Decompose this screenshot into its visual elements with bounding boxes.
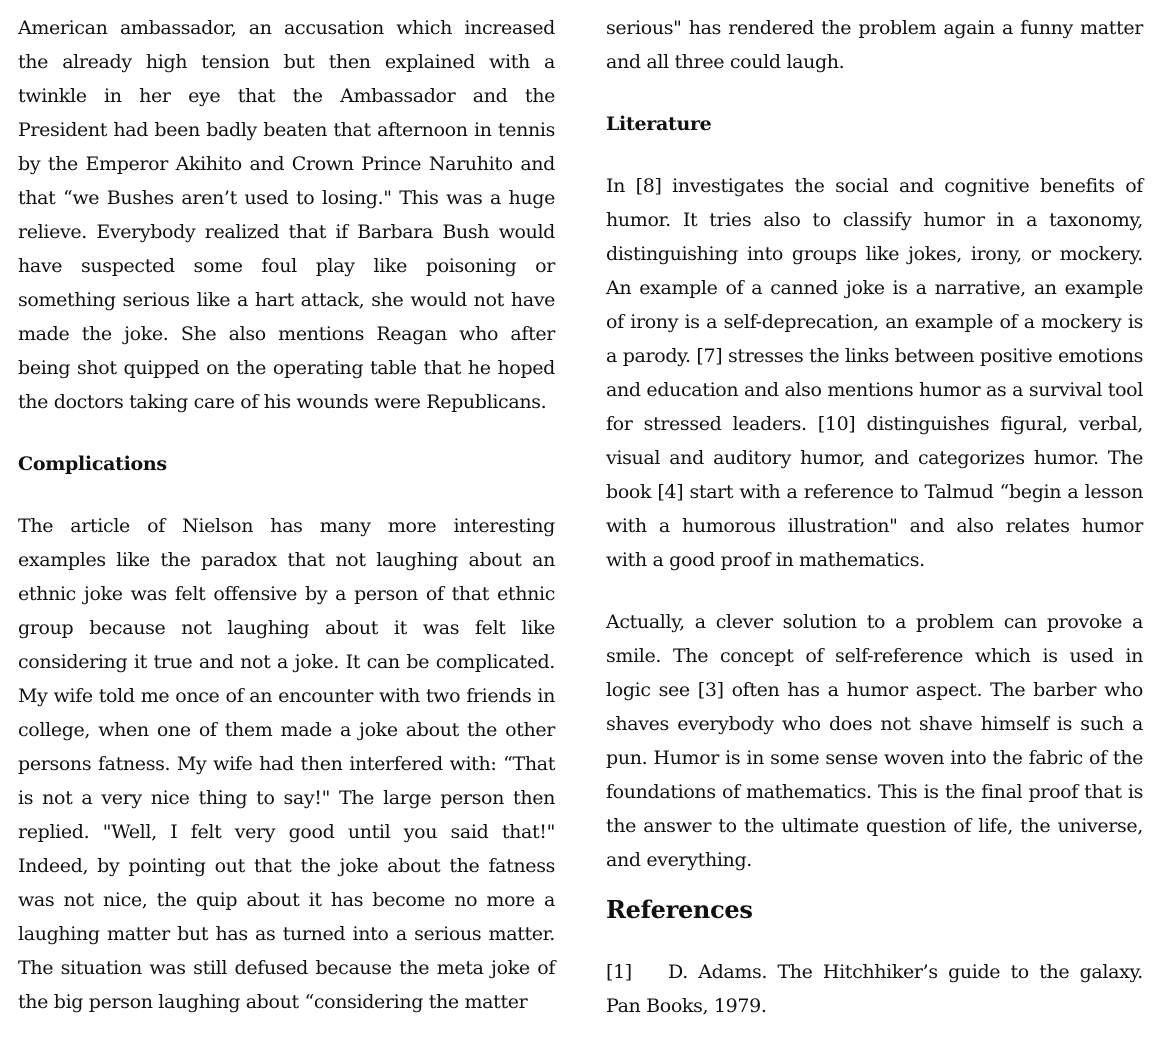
reference-number: [1]: [606, 961, 632, 983]
reference-text: D. Adams. The Hitchhiker’s guide to the galaxy. Pan Books, 1979.: [606, 961, 1143, 1017]
left-column: [18, 11, 555, 1019]
spacer: [606, 929, 1143, 955]
spacer: [606, 877, 1143, 891]
paragraph-continuation: serious" has rendered the problem again a funny matter and all three could laugh.: [606, 17, 1143, 73]
right-column: [606, 11, 1143, 1023]
paragraph-nielson-article: The article of Nielson has many more interesting examples like the paradox that not laughing about an ethnic joke was felt offensive by a person of that ethnic group because not laughing about it was felt like considering it true and not a joke. It can be complicated. My wife told me once of an encounter with two friends in college, when one of them made a joke about the other persons fatness. My wife had then interfered with: “That is not a very nice thing to say!" The large person then replied. "Well, I felt very good until you said that!" Indeed, by pointing out that the joke about the fatness was not nice, the quip about it has become no more a laughing matter but has as turned into a serious matter. The situation was still defused because the meta joke of the big person laughing about “considering the matter: [18, 515, 555, 1013]
paragraph-literature-review: In [8] investigates the social and cognitive benefits of humor. It tries also to classify humor in a taxonomy, distinguishing into groups like jokes, irony, or mockery. An example of a canned joke is a narrative, an example of irony is a self-deprecation, an example of a mockery is a parody. [7] stresses the links between positive emotions and education and also mentions humor as a survival tool for stressed leaders. [10] distinguishes figural, verbal, visual and auditory humor, and categorizes humor. The book [4] start with a reference to Talmud “begin a lesson with a humorous illustration" and also relates humor with a good proof in mathematics.: [606, 175, 1143, 571]
spacer: [18, 419, 555, 447]
section-heading-references: References: [606, 895, 753, 924]
section-heading-complications: Complications: [18, 453, 167, 475]
paragraph-self-reference: Actually, a clever solution to a problem can provoke a smile. The concept of self-reference which is used in logic see [3] often has a humor aspect. The barber who shaves everybody who does not shave himself is such a pun. Humor is in some sense woven into the fabric of the foundations of mathematics. This is the final proof that is the answer to the ultimate question of life, the universe, and everything.: [606, 611, 1143, 871]
spacer: [606, 79, 1143, 107]
spacer: [606, 141, 1143, 169]
reference-entry-1: [606, 955, 1143, 1023]
section-heading-literature: Literature: [606, 113, 712, 135]
spacer: [18, 481, 555, 509]
spacer: [606, 577, 1143, 605]
paragraph-barbara-bush-anecdote: American ambassador, an accusation which increased the already high tension but then explained with a twinkle in her eye that the Ambassador and the President had been badly beaten that afternoon in tennis by the Emperor Akihito and Crown Prince Naruhito and that “we Bushes aren’t used to losing." This was a huge relieve. Everybody realized that if Barbara Bush would have suspected some foul play like poisoning or something serious like a hart attack, she would not have made the joke. She also mentions Reagan who after being shot quipped on the operating table that he hoped the doctors taking care of his wounds were Republicans.: [18, 17, 555, 413]
